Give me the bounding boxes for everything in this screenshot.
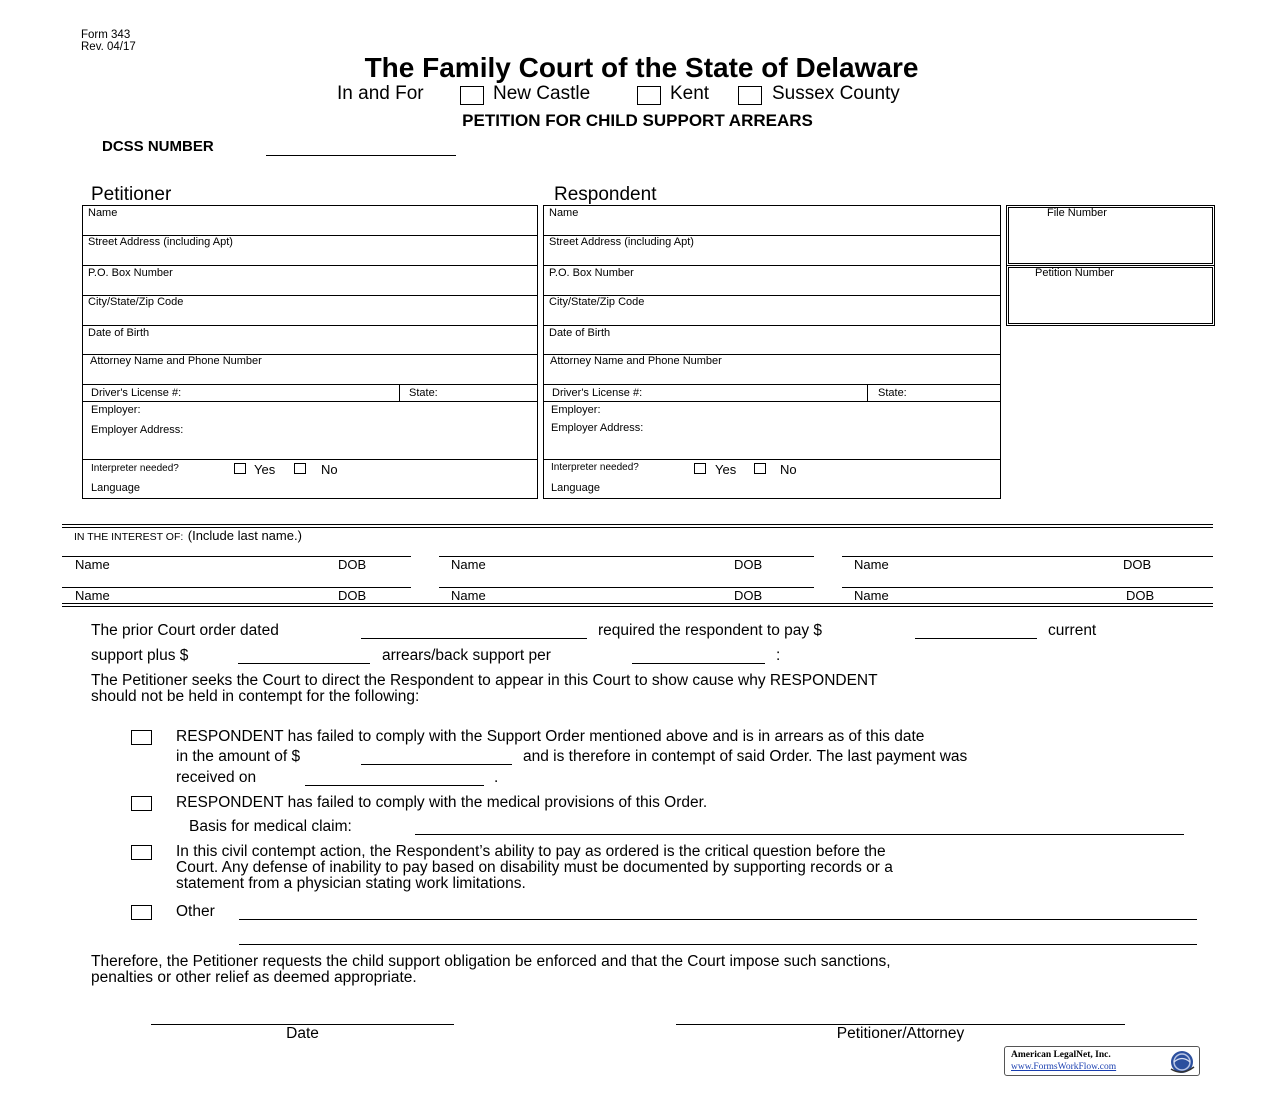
contempt-intro-line-1: The Petitioner seeks the Court to direct the Respondent to appear in this Court to show cause why RESPONDENT: [91, 672, 878, 689]
interest-heading: [74, 527, 302, 545]
respondent-name-label: Name: [549, 207, 579, 219]
county-checkbox-new-castle[interactable]: [460, 86, 484, 105]
in-and-for-label: In and For: [337, 83, 424, 104]
child-1-dob-label: DOB: [338, 557, 367, 572]
order-date-field[interactable]: [361, 638, 587, 639]
order-line-2-c: :: [776, 647, 781, 664]
globe-icon: [1167, 1049, 1197, 1075]
petitioner-city-label: City/State/Zip Code: [88, 296, 184, 308]
child-6-dob-label: DOB: [1126, 588, 1155, 603]
respondent-heading: Respondent: [554, 184, 657, 205]
option-medical-line-1: RESPONDENT has failed to comply with the medical provisions of this Order.: [176, 794, 708, 811]
county-checkbox-kent[interactable]: [637, 86, 661, 105]
petitioner-dob-label: Date of Birth: [88, 327, 150, 339]
therefore-line-1: Therefore, the Petitioner requests the child support obligation be enforced and that the Court impose such sanctions,: [91, 953, 891, 970]
option-arrears-line-2-a: in the amount of $: [176, 748, 301, 765]
respondent-license-divider: [867, 384, 868, 401]
option-ability-checkbox[interactable]: [131, 845, 152, 860]
option-arrears-line-1: RESPONDENT has failed to comply with the Support Order mentioned above and is in arrears as of this date: [176, 728, 925, 745]
legalnet-badge[interactable]: [1004, 1046, 1200, 1076]
file-number-label: File Number: [1047, 207, 1107, 219]
interest-heading-note: (Include last name.): [187, 528, 302, 543]
petitioner-license-divider: [399, 384, 400, 401]
child-2-name-label: Name: [451, 557, 486, 572]
petitioner-city-field[interactable]: [83, 325, 537, 326]
petitioner-heading: Petitioner: [91, 184, 172, 205]
respondent-interpreter-no-label: No: [780, 462, 797, 477]
petitioner-interpreter-label: Interpreter needed?: [91, 463, 179, 474]
petitioner-state-label: State:: [409, 387, 438, 399]
arrears-amount-field[interactable]: [238, 663, 370, 664]
form-revision: Rev. 04/17: [81, 41, 136, 53]
file-number-box[interactable]: [1006, 205, 1215, 266]
other-reason-field-1[interactable]: [239, 919, 1197, 920]
petitioner-signature-label: Petitioner/Attorney: [836, 1025, 965, 1042]
arrears-total-field[interactable]: [361, 764, 512, 765]
other-reason-field-2[interactable]: [239, 944, 1197, 945]
respondent-street-label: Street Address (including Apt): [549, 236, 694, 248]
child-1-name-label: Name: [75, 557, 110, 572]
respondent-attorney-label: Attorney Name and Phone Number: [550, 355, 722, 367]
petition-number-label: Petition Number: [1035, 267, 1114, 279]
child-5-name-label: Name: [451, 588, 486, 603]
petitioner-language-label: Language: [91, 482, 140, 494]
child-5-dob-label: DOB: [734, 588, 763, 603]
petitioner-street-field[interactable]: [83, 265, 537, 266]
last-payment-date-field[interactable]: [305, 785, 484, 786]
dcss-number-label: DCSS NUMBER: [102, 138, 214, 155]
therefore-line-2: penalties or other relief as deemed appropriate.: [91, 969, 417, 986]
medical-basis-field[interactable]: [415, 834, 1184, 835]
respondent-city-label: City/State/Zip Code: [549, 296, 645, 308]
petition-number-box[interactable]: [1006, 265, 1215, 326]
form-number: Form 343: [81, 29, 131, 41]
child-2-dob-label: DOB: [734, 557, 763, 572]
respondent-interpreter-yes-checkbox[interactable]: [694, 463, 706, 474]
petitioner-attorney-label: Attorney Name and Phone Number: [90, 355, 262, 367]
child-3-dob-label: DOB: [1123, 557, 1152, 572]
legalnet-url[interactable]: www.FormsWorkFlow.com: [1011, 1062, 1117, 1072]
respondent-employer-address-label: Employer Address:: [551, 422, 644, 434]
child-6-name-field[interactable]: [842, 587, 1213, 588]
petitioner-name-label: Name: [88, 207, 118, 219]
medical-basis-label: Basis for medical claim:: [189, 818, 352, 835]
petitioner-pobox-label: P.O. Box Number: [88, 267, 173, 279]
court-title: The Family Court of the State of Delaware: [364, 52, 919, 83]
petitioner-attorney-field[interactable]: [83, 384, 537, 385]
petitioner-info-box: [82, 205, 538, 499]
order-line-1-c: current: [1048, 622, 1097, 639]
petitioner-license-field[interactable]: [83, 401, 537, 402]
petitioner-interpreter-no-checkbox[interactable]: [294, 463, 306, 474]
respondent-license-label: Driver's License #:: [552, 387, 643, 399]
respondent-pobox-label: P.O. Box Number: [549, 267, 634, 279]
arrears-period-field[interactable]: [632, 663, 765, 664]
respondent-license-field[interactable]: [544, 401, 1000, 402]
respondent-city-field[interactable]: [544, 325, 1000, 326]
respondent-attorney-field[interactable]: [544, 384, 1000, 385]
order-line-1-b: required the respondent to pay $: [598, 622, 823, 639]
option-ability-line-3: statement from a physician stating work limitations.: [176, 875, 526, 892]
respondent-interpreter-yes-label: Yes: [715, 462, 737, 477]
child-4-name-label: Name: [75, 588, 110, 603]
option-arrears-line-2-b: and is therefore in contempt of said Order. The last payment was: [523, 748, 968, 765]
option-other-checkbox[interactable]: [131, 905, 152, 920]
respondent-interpreter-no-checkbox[interactable]: [754, 463, 766, 474]
respondent-state-label: State:: [878, 387, 907, 399]
child-4-dob-label: DOB: [338, 588, 367, 603]
child-6-name-label: Name: [854, 588, 889, 603]
petitioner-interpreter-yes-label: Yes: [254, 462, 276, 477]
child-3-name-label: Name: [854, 557, 889, 572]
county-checkbox-sussex[interactable]: [738, 86, 762, 105]
current-support-amount-field[interactable]: [915, 638, 1037, 639]
petitioner-street-label: Street Address (including Apt): [88, 236, 233, 248]
interest-heading-label: IN THE INTEREST OF:: [74, 531, 184, 543]
order-line-2-b: arrears/back support per: [382, 647, 551, 664]
petitioner-interpreter-no-label: No: [321, 462, 338, 477]
respondent-language-label: Language: [551, 482, 600, 494]
county-label-new-castle: New Castle: [493, 83, 591, 104]
order-line-2-a: support plus $: [91, 647, 189, 664]
respondent-employer-label: Employer:: [551, 404, 601, 416]
county-label-kent: Kent: [670, 83, 710, 104]
petitioner-interpreter-yes-checkbox[interactable]: [234, 463, 246, 474]
interest-bottom-rule: [62, 603, 1213, 604]
child-3-name-field[interactable]: [842, 556, 1213, 557]
option-medical-checkbox[interactable]: [131, 796, 152, 811]
petitioner-license-label: Driver's License #:: [91, 387, 182, 399]
date-signature-label: Date: [286, 1025, 319, 1042]
respondent-street-field[interactable]: [544, 265, 1000, 266]
petitioner-employer-address-label: Employer Address:: [91, 424, 184, 436]
respondent-info-box: [543, 205, 1001, 499]
legalnet-company: American LegalNet, Inc.: [1011, 1050, 1111, 1060]
petition-title: PETITION FOR CHILD SUPPORT ARREARS: [462, 111, 813, 130]
petitioner-employer-field[interactable]: [83, 459, 537, 460]
interest-top-rule: [62, 524, 1213, 525]
interest-bottom-rule-2: [62, 606, 1213, 607]
order-line-1-a: The prior Court order dated: [91, 622, 279, 639]
option-ability-line-2: Court. Any defense of inability to pay based on disability must be documented by supporting records or a: [176, 859, 893, 876]
option-ability-line-1: In this civil contempt action, the Respondent’s ability to pay as ordered is the critical question before the: [176, 843, 886, 860]
respondent-dob-label: Date of Birth: [549, 327, 611, 339]
option-arrears-line-3: received on: [176, 769, 257, 786]
respondent-interpreter-label: Interpreter needed?: [551, 462, 639, 473]
contempt-intro-line-2: should not be held in contempt for the following:: [91, 688, 420, 705]
petitioner-employer-label: Employer:: [91, 404, 141, 416]
county-label-sussex: Sussex County: [772, 83, 900, 104]
county-selector: [0, 82, 1275, 108]
respondent-employer-field[interactable]: [544, 459, 1000, 460]
dcss-number-field[interactable]: [266, 155, 456, 156]
option-arrears-checkbox[interactable]: [131, 730, 152, 745]
option-other-label: Other: [176, 903, 215, 920]
option-arrears-period: .: [494, 769, 499, 786]
